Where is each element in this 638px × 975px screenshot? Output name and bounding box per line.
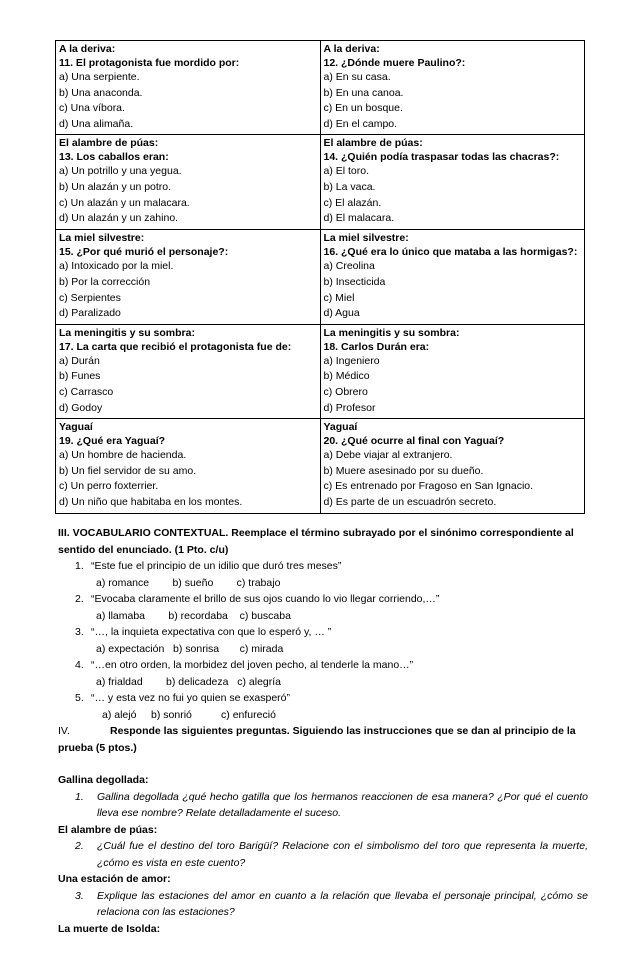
answer-option: b) Médico (323, 370, 370, 383)
question-text: 17. La carta que recibió el protagonista fue de: (59, 340, 292, 353)
question-number: 3. (75, 889, 84, 902)
answer-option: b) Muere asesinado por su dueño. (323, 464, 484, 477)
open-question (58, 838, 588, 871)
story-title: La miel silvestre: (59, 232, 145, 245)
answer-option: d) Una alimaña. (59, 117, 134, 130)
question-text: 18. Carlos Durán era: (323, 340, 430, 353)
story-heading: Una estación de amor: (58, 873, 171, 885)
question-cell (320, 135, 585, 230)
story-title: A la deriva: (59, 43, 116, 55)
answer-option: a) El toro. (323, 165, 370, 178)
story-title: La miel silvestre: (323, 232, 409, 245)
question-cell (56, 41, 321, 135)
item-options: a) frialdad b) delicadeza c) alegría (96, 675, 282, 688)
answer-option: c) Serpientes (59, 291, 121, 304)
vocabulary-item (58, 690, 588, 723)
answer-option: d) Agua (323, 307, 360, 320)
vocabulary-items (58, 558, 588, 723)
item-number: 4. (75, 659, 84, 671)
answer-option: d) Es parte de un escuadrón secreto. (323, 495, 497, 508)
vocabulary-section (58, 525, 588, 937)
answer-option: d) Profesor (323, 401, 376, 414)
answer-option: c) Un alazán y un malacara. (59, 196, 190, 209)
question-body: Gallina degollada ¿qué hecho gatilla que los hermanos reaccionen de esa manera? ¿Por qué el cuento lleva ese nombre? Relate detalladamente el suceso. (97, 790, 588, 819)
item-text: “…, la inquieta expectativa con que lo esperó y, … ” (91, 626, 332, 638)
open-question (58, 888, 588, 921)
questions-table (55, 40, 585, 514)
answer-option: a) En su casa. (323, 71, 391, 83)
answer-option: c) Obrero (323, 385, 368, 398)
question-body: Explique las estaciones del amor en cuanto a la relación que llevaba el personaje principal, ¿cómo se relaciona con las estaciones? (97, 889, 588, 918)
question-cell (56, 419, 321, 513)
question-text: 11. El protagonista fue mordido por: (59, 57, 240, 69)
item-options: a) alejó b) sonrió c) enfureció (102, 708, 276, 721)
answer-option: a) Un hombre de hacienda. (59, 449, 187, 462)
question-text: 13. Los caballos eran: (59, 151, 169, 164)
answer-option: d) Un alazán y un zahino. (59, 212, 179, 225)
story-heading: La muerte de Isolda: (58, 922, 161, 935)
table-row (56, 230, 585, 324)
answer-option: a) Debe viajar al extranjero. (323, 449, 453, 462)
vocabulary-item (58, 591, 588, 624)
answer-option: c) El alazán. (323, 196, 382, 209)
table-row (56, 324, 585, 418)
item-text: “…en otro orden, la morbidez del joven pecho, al tenderle la mano…” (91, 659, 414, 671)
answer-option: c) Carrasco (59, 385, 114, 398)
vocabulary-sentence (58, 591, 588, 608)
answer-option: b) La vaca. (323, 180, 376, 193)
item-options: a) llamaba b) recordaba c) buscaba (96, 609, 291, 622)
question-text: 12. ¿Dónde muere Paulino?: (323, 57, 466, 69)
story-heading: Gallina degollada: (58, 774, 149, 786)
question-number: 1. (75, 790, 84, 803)
story-title: Yaguaí (323, 421, 358, 434)
question-cell (320, 41, 585, 135)
question-cell (320, 324, 585, 418)
answer-option: d) Paralizado (59, 307, 121, 320)
vocabulary-item (58, 624, 588, 657)
answer-option: b) Por la corrección (59, 275, 151, 288)
vocabulary-sentence (58, 558, 588, 575)
answer-option: c) Miel (323, 291, 355, 304)
open-question (58, 789, 588, 822)
answer-option: b) Un fiel servidor de su amo. (59, 464, 197, 477)
answer-option: a) Durán (59, 354, 100, 367)
story-title: A la deriva: (323, 43, 380, 55)
section-number: IV. (58, 725, 70, 737)
story-title: El alambre de púas: (59, 137, 159, 150)
answer-option: b) Insecticida (323, 275, 386, 288)
vocabulary-item (58, 657, 588, 690)
item-text: “Este fue el principio de un idilio que duró tres meses” (91, 560, 342, 572)
question-cell (56, 135, 321, 230)
story-title: La meningitis y su sombra: (323, 326, 460, 339)
answer-option: c) Una víbora. (59, 102, 125, 115)
vocabulary-item (58, 558, 588, 591)
questions-heading-text: Responde las siguientes preguntas. Siguiendo las instrucciones que se dan al principio de la prueba (5 ptos.) (58, 725, 576, 754)
answer-option: a) Un potrillo y una yegua. (59, 165, 182, 178)
item-text: “… y esta vez no fui yo quien se exasperó” (91, 692, 291, 704)
item-number: 2. (75, 593, 84, 605)
questions-heading (58, 723, 588, 756)
answer-option: b) Funes (59, 370, 101, 383)
question-text: 16. ¿Qué era lo único que mataba a las hormigas?: (323, 246, 578, 259)
item-options: a) expectación b) sonrisa c) mirada (96, 642, 284, 655)
answer-option: b) Una anaconda. (59, 86, 143, 99)
item-number: 3. (75, 626, 84, 638)
answer-option: d) Godoy (59, 401, 103, 414)
vocabulary-sentence (58, 657, 588, 674)
questions-table-body (56, 41, 585, 514)
answer-option: a) Ingeniero (323, 354, 380, 367)
question-number: 2. (75, 840, 84, 852)
story-heading: El alambre de púas: (58, 823, 158, 836)
answer-option: a) Intoxicado por la miel. (59, 260, 174, 273)
item-number: 5. (75, 692, 84, 704)
answer-option: a) Una serpiente. (59, 71, 140, 83)
answer-option: d) Un niño que habitaba en los montes. (59, 495, 243, 508)
item-options: a) romance b) sueño c) trabajo (96, 576, 281, 589)
question-text: 19. ¿Qué era Yaguaí? (59, 435, 166, 448)
question-cell (320, 419, 585, 513)
question-cell (56, 324, 321, 418)
question-blocks (58, 772, 588, 937)
answer-option: b) Un alazán y un potro. (59, 180, 172, 193)
answer-option: d) En el campo. (323, 117, 398, 130)
question-text: 15. ¿Por qué murió el personaje?: (59, 246, 229, 259)
questions-section (58, 723, 588, 937)
story-title: La meningitis y su sombra: (59, 326, 195, 339)
answer-option: c) Un perro foxterrier. (59, 480, 159, 493)
answer-option: d) El malacara. (323, 212, 395, 225)
item-text: “Evocaba claramente el brillo de sus ojos cuando lo vio llegar corriendo,…” (91, 593, 440, 605)
vocabulary-sentence (58, 624, 588, 641)
item-number: 1. (75, 560, 84, 572)
story-title: El alambre de púas: (323, 137, 423, 150)
table-row (56, 41, 585, 135)
answer-option: a) Creolina (323, 260, 375, 273)
table-row (56, 419, 585, 513)
table-row (56, 135, 585, 230)
question-text: 14. ¿Quién podía traspasar todas las chacras?: (323, 151, 560, 164)
answer-option: c) En un bosque. (323, 102, 403, 115)
vocabulary-sentence (58, 690, 588, 707)
question-text: 20. ¿Qué ocurre al final con Yaguaí? (323, 435, 505, 448)
answer-option: b) En una canoa. (323, 86, 404, 99)
question-cell (56, 230, 321, 324)
question-body: ¿Cuál fue el destino del toro Barigüí? Relacione con el simbolismo del toro que representa la muerte, ¿cómo es vista en este cuento? (97, 840, 588, 869)
answer-option: c) Es entrenado por Fragoso en San Ignacio. (323, 480, 534, 493)
story-title: Yaguaí (59, 421, 93, 434)
vocabulary-heading: III. VOCABULARIO CONTEXTUAL. Reemplace el término subrayado por el sinónimo correspondiente al sentido del enunciado. (1 Pto. c/u) (58, 527, 574, 556)
question-cell (320, 230, 585, 324)
